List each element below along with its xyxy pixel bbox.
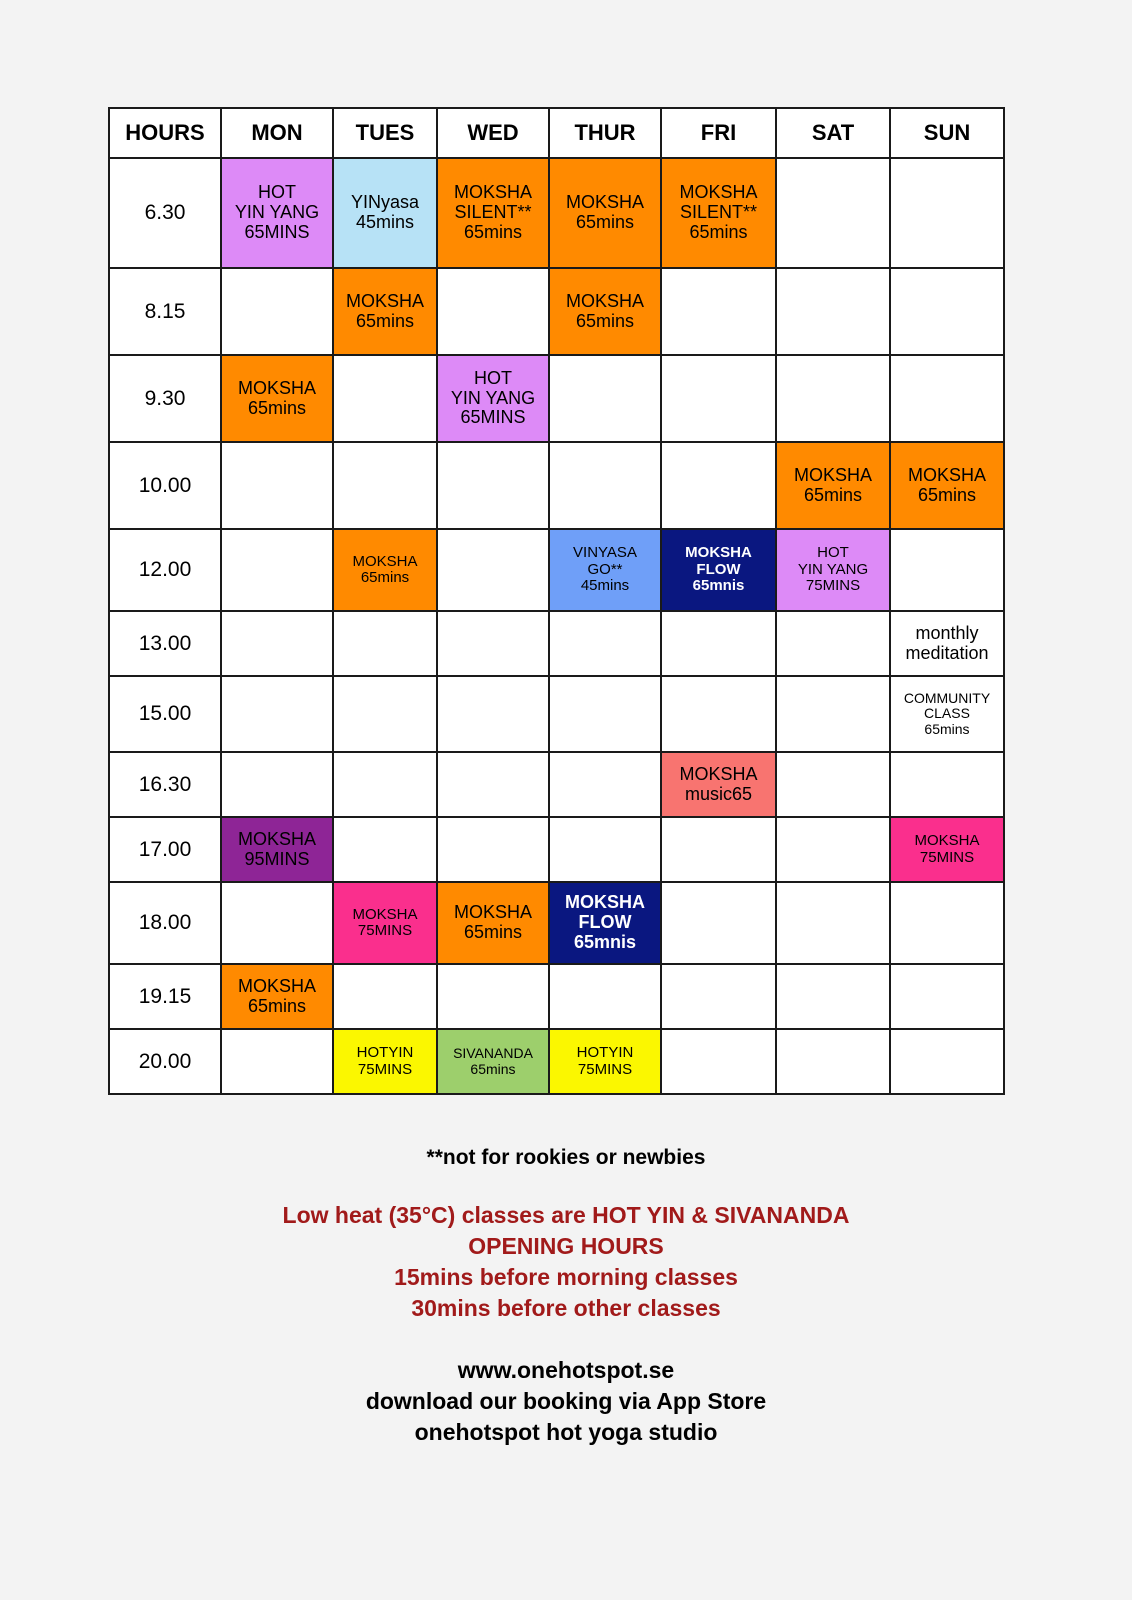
empty-cell-wed — [437, 442, 549, 529]
class-label-line: HOT — [258, 182, 296, 203]
hour-cell: 18.00 — [109, 882, 221, 964]
hour-cell: 15.00 — [109, 676, 221, 752]
class-label-line: MOKSHA — [565, 290, 644, 311]
class-label-line: 75MINS — [919, 848, 975, 866]
class-label-line: MOKSHA — [237, 377, 316, 398]
class-cell-tues — [333, 268, 437, 355]
class-label-line: 65mins — [355, 310, 415, 331]
class-label — [550, 893, 660, 952]
class-label — [222, 830, 332, 870]
hour-cell: 13.00 — [109, 611, 221, 676]
class-label-line: SIVANANDA — [453, 1045, 533, 1062]
empty-cell-sun — [890, 268, 1004, 355]
empty-cell-thur — [549, 611, 661, 676]
class-label — [334, 907, 436, 940]
class-cell-sun — [890, 611, 1004, 676]
class-label-line: meditation — [905, 642, 989, 663]
class-label — [891, 466, 1003, 506]
class-label-line: FLOW — [578, 912, 632, 933]
empty-cell-thur — [549, 817, 661, 882]
other-opening: 30mins before other classes — [411, 1295, 721, 1321]
class-label — [662, 545, 775, 595]
class-label-line: YINyasa — [350, 192, 420, 213]
class-cell-sat — [776, 529, 890, 611]
class-label — [550, 1045, 660, 1078]
class-cell-thur — [549, 529, 661, 611]
class-label-line: 65MINS — [460, 407, 526, 428]
class-cell-sun — [890, 676, 1004, 752]
col-sat: SAT — [776, 108, 890, 158]
class-label — [550, 545, 660, 595]
class-label — [222, 183, 332, 242]
empty-cell-mon — [221, 752, 333, 817]
empty-cell-wed — [437, 964, 549, 1029]
class-label — [438, 183, 548, 242]
class-label — [222, 379, 332, 419]
class-cell-wed — [437, 158, 549, 268]
schedule-row — [109, 752, 1004, 817]
class-label — [891, 833, 1003, 866]
empty-cell-sat — [776, 817, 890, 882]
class-label-line: MOKSHA — [237, 828, 316, 849]
empty-cell-tues — [333, 964, 437, 1029]
schedule-row — [109, 355, 1004, 442]
class-label-line: 65mins — [463, 221, 523, 242]
empty-cell-fri — [661, 882, 776, 964]
class-label — [222, 977, 332, 1017]
class-label-line: YIN YANG — [797, 560, 869, 578]
class-label — [334, 1045, 436, 1078]
class-label — [777, 466, 889, 506]
class-label-line: 65mnis — [692, 577, 745, 595]
class-label-line: MOKSHA — [352, 552, 418, 570]
studio-name: onehotspot hot yoga studio — [414, 1419, 718, 1445]
hour-cell: 16.30 — [109, 752, 221, 817]
class-label-line: 45mins — [580, 577, 630, 595]
schedule-row — [109, 529, 1004, 611]
empty-cell-thur — [549, 355, 661, 442]
hour-cell: 12.00 — [109, 529, 221, 611]
class-label-line: HOT — [474, 367, 512, 388]
empty-cell-mon — [221, 611, 333, 676]
class-label-line: 65mins — [247, 397, 307, 418]
class-label-line: MOKSHA — [565, 192, 644, 213]
morning-opening: 15mins before morning classes — [394, 1264, 738, 1290]
header-row — [109, 108, 1004, 158]
class-label-line: FLOW — [696, 560, 741, 578]
class-label — [550, 292, 660, 332]
class-cell-wed — [437, 1029, 549, 1094]
booking-note: download our booking via App Store — [365, 1388, 767, 1414]
empty-cell-sat — [776, 1029, 890, 1094]
class-label-line: MOKSHA — [352, 905, 418, 923]
empty-cell-sat — [776, 676, 890, 752]
class-cell-sun — [890, 442, 1004, 529]
class-label-line: 65mins — [924, 720, 970, 737]
empty-cell-thur — [549, 752, 661, 817]
class-cell-tues — [333, 1029, 437, 1094]
class-label-line: VINYASA — [573, 544, 637, 562]
class-cell-mon — [221, 158, 333, 268]
empty-cell-sun — [890, 964, 1004, 1029]
empty-cell-fri — [661, 268, 776, 355]
empty-cell-thur — [549, 964, 661, 1029]
hour-cell: 10.00 — [109, 442, 221, 529]
schedule-row — [109, 1029, 1004, 1094]
empty-cell-sun — [890, 158, 1004, 268]
class-label-line: HOTYIN — [356, 1044, 414, 1061]
hour-cell: 9.30 — [109, 355, 221, 442]
empty-cell-sun — [890, 529, 1004, 611]
schedule-row — [109, 882, 1004, 964]
empty-cell-tues — [333, 355, 437, 442]
class-cell-thur — [549, 158, 661, 268]
empty-cell-fri — [661, 676, 776, 752]
class-label-line: MOKSHA — [453, 182, 532, 203]
hour-cell: 8.15 — [109, 268, 221, 355]
schedule-row — [109, 442, 1004, 529]
empty-cell-sat — [776, 268, 890, 355]
class-label-line: 65mins — [803, 484, 863, 505]
empty-cell-fri — [661, 1029, 776, 1094]
class-label-line: 45mins — [355, 212, 415, 232]
class-label-line: MOKSHA — [914, 832, 980, 849]
class-label-line: MOKSHA — [345, 290, 424, 311]
class-label-line: HOTYIN — [576, 1044, 634, 1061]
class-label — [334, 193, 436, 233]
class-label — [438, 369, 548, 428]
class-cell-wed — [437, 882, 549, 964]
class-cell-thur — [549, 1029, 661, 1094]
schedule-row — [109, 964, 1004, 1029]
class-label-line: MOKSHA — [793, 464, 872, 485]
class-label-line: YIN YANG — [450, 387, 536, 408]
hour-cell: 17.00 — [109, 817, 221, 882]
empty-cell-tues — [333, 442, 437, 529]
class-label-line: 65mins — [917, 484, 977, 505]
class-cell-thur — [549, 882, 661, 964]
schedule-row — [109, 611, 1004, 676]
class-label-line: HOT — [817, 544, 849, 562]
hour-cell: 6.30 — [109, 158, 221, 268]
empty-cell-thur — [549, 442, 661, 529]
empty-cell-wed — [437, 529, 549, 611]
opening-hours-title: OPENING HOURS — [468, 1233, 664, 1259]
class-cell-tues — [333, 158, 437, 268]
class-label-line: CLASS — [924, 705, 970, 722]
empty-cell-wed — [437, 676, 549, 752]
col-fri: FRI — [661, 108, 776, 158]
class-label-line: 75MINS — [805, 577, 861, 595]
class-label-line: GO** — [587, 560, 623, 578]
col-mon: MON — [221, 108, 333, 158]
schedule-row — [109, 676, 1004, 752]
class-label-line: YIN YANG — [234, 202, 320, 223]
class-label — [662, 765, 775, 805]
schedule-body — [109, 158, 1004, 1094]
class-label — [334, 292, 436, 332]
class-label-line: 65mins — [575, 212, 635, 232]
schedule-row — [109, 268, 1004, 355]
class-label-line: MOKSHA — [907, 464, 986, 485]
class-label-line: MOKSHA — [679, 182, 758, 203]
class-cell-fri — [661, 158, 776, 268]
empty-cell-tues — [333, 817, 437, 882]
class-label-line: 65mins — [689, 221, 748, 242]
empty-cell-fri — [661, 442, 776, 529]
class-label — [550, 193, 660, 233]
class-label — [438, 1046, 548, 1077]
empty-cell-sat — [776, 882, 890, 964]
empty-cell-sat — [776, 611, 890, 676]
class-label-line: MOKSHA — [685, 544, 752, 562]
col-tues: TUES — [333, 108, 437, 158]
empty-cell-mon — [221, 442, 333, 529]
website-link[interactable]: www.onehotspot.se — [457, 1357, 675, 1383]
class-label-line: music65 — [684, 783, 753, 804]
class-label — [891, 624, 1003, 664]
class-cell-wed — [437, 355, 549, 442]
class-label-line: MOKSHA — [679, 763, 758, 784]
class-label-line: 65mins — [463, 922, 523, 942]
empty-cell-wed — [437, 817, 549, 882]
empty-cell-wed — [437, 752, 549, 817]
empty-cell-sat — [776, 355, 890, 442]
footnote: **not for rookies or newbies — [426, 1146, 706, 1169]
empty-cell-mon — [221, 1029, 333, 1094]
empty-cell-mon — [221, 268, 333, 355]
class-label-line: monthly — [915, 622, 979, 643]
schedule-row — [109, 158, 1004, 268]
class-cell-tues — [333, 529, 437, 611]
class-cell-fri — [661, 752, 776, 817]
class-label-line: 65MINS — [244, 221, 310, 242]
empty-cell-mon — [221, 529, 333, 611]
class-label — [438, 903, 548, 943]
class-cell-mon — [221, 964, 333, 1029]
class-label-line: 65mins — [470, 1060, 516, 1077]
empty-cell-tues — [333, 611, 437, 676]
class-cell-sun — [890, 817, 1004, 882]
class-label-line: SILENT** — [454, 202, 532, 223]
hour-cell: 19.15 — [109, 964, 221, 1029]
class-label-line: SILENT** — [679, 202, 758, 223]
empty-cell-wed — [437, 611, 549, 676]
class-label — [334, 554, 436, 587]
class-label-line: 65mins — [247, 995, 307, 1016]
class-label-line: 65mins — [360, 569, 410, 586]
class-label — [777, 545, 889, 595]
class-label-line: COMMUNITY — [903, 689, 991, 706]
class-label — [662, 183, 775, 242]
empty-cell-sun — [890, 882, 1004, 964]
empty-cell-sat — [776, 964, 890, 1029]
class-label-line: 75MINS — [357, 1060, 413, 1078]
low-heat-note: Low heat (35°C) classes are HOT YIN & SIVANANDA — [282, 1202, 850, 1228]
col-hours: HOURS — [109, 108, 221, 158]
class-cell-mon — [221, 355, 333, 442]
class-cell-thur — [549, 268, 661, 355]
empty-cell-sun — [890, 355, 1004, 442]
class-label-line: MOKSHA — [565, 892, 645, 913]
class-cell-sat — [776, 442, 890, 529]
empty-cell-sun — [890, 752, 1004, 817]
class-label-line: 95MINS — [244, 848, 310, 869]
class-label — [891, 691, 1003, 737]
empty-cell-fri — [661, 611, 776, 676]
hour-cell: 20.00 — [109, 1029, 221, 1094]
footer-block — [0, 1355, 1132, 1448]
class-cell-mon — [221, 817, 333, 882]
empty-cell-fri — [661, 964, 776, 1029]
col-sun: SUN — [890, 108, 1004, 158]
empty-cell-wed — [437, 268, 549, 355]
col-wed: WED — [437, 108, 549, 158]
empty-cell-sat — [776, 752, 890, 817]
empty-cell-mon — [221, 676, 333, 752]
class-label-line: 75MINS — [357, 922, 413, 939]
class-label-line: 75MINS — [577, 1060, 633, 1078]
empty-cell-fri — [661, 817, 776, 882]
empty-cell-thur — [549, 676, 661, 752]
class-cell-tues — [333, 882, 437, 964]
empty-cell-mon — [221, 882, 333, 964]
class-label-line: 65mnis — [573, 931, 637, 952]
empty-cell-sat — [776, 158, 890, 268]
empty-cell-tues — [333, 676, 437, 752]
col-thur: THUR — [549, 108, 661, 158]
schedule-row — [109, 817, 1004, 882]
class-label-line: 65mins — [575, 310, 635, 331]
class-cell-fri — [661, 529, 776, 611]
class-label-line: MOKSHA — [237, 975, 316, 996]
empty-cell-fri — [661, 355, 776, 442]
class-label-line: MOKSHA — [453, 902, 532, 923]
empty-cell-sun — [890, 1029, 1004, 1094]
info-block — [0, 1200, 1132, 1324]
empty-cell-tues — [333, 752, 437, 817]
schedule-table — [108, 107, 1005, 1095]
